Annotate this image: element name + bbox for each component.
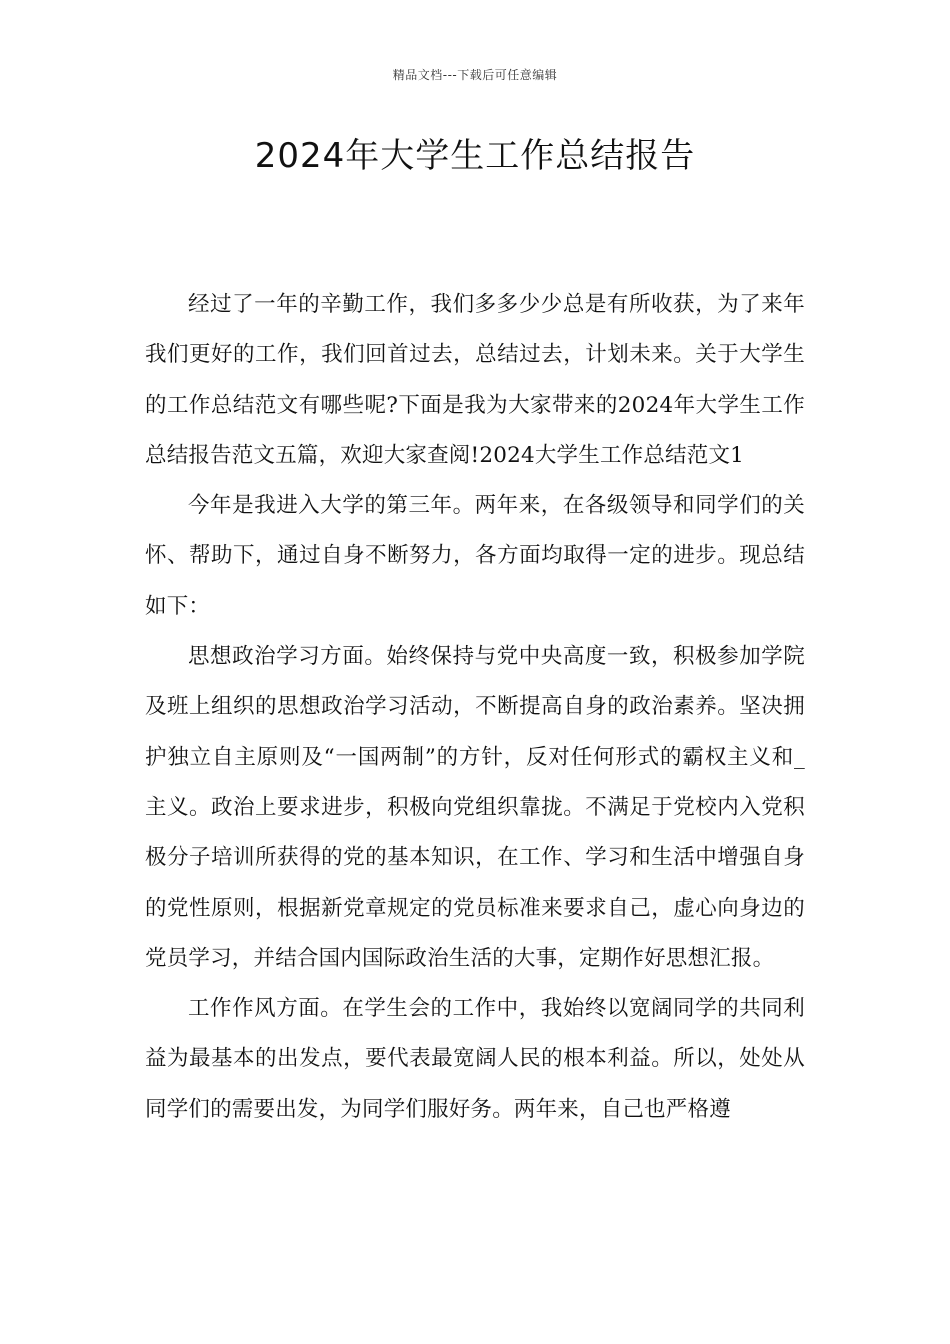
- paragraph-political-study: 思想政治学习方面。始终保持与党中央高度一致，积极参加学院及班上组织的思想政治学习活动，不断提高自身的政治素养。坚决拥护独立自主原则及“一国两制”的方针，反对任何形式的霸权主义和_主义。政治上要求进步，积极向党组织靠拢。不满足于党校内入党积极分子培训所获得的党的基本知识，在工作、学习和生活中增强自身的党性原则，根据新党章规定的党员标准来要求自己，虚心向身边的党员学习，并结合国内国际政治生活的大事，定期作好思想汇报。: [145, 644, 805, 971]
- header-note: 精品文档---下载后可任意编辑: [392, 68, 558, 82]
- document-title: 2024年大学生工作总结报告: [254, 136, 696, 176]
- paragraph-work-style: 工作作风方面。在学生会的工作中，我始终以宽阔同学的共同利益为最基本的出发点，要代表最宽阔人民的根本利益。所以，处处从同学们的需要出发，为同学们服好务。两年来，自己也严格遵: [145, 996, 805, 1122]
- paragraph-overview: 今年是我进入大学的第三年。两年来，在各级领导和同学们的关怀、帮助下，通过自身不断努力，各方面均取得一定的进步。现总结如下：: [145, 493, 805, 619]
- paragraph-intro: 经过了一年的辛勤工作，我们多多少少总是有所收获，为了来年我们更好的工作，我们回首过去，总结过去，计划未来。关于大学生的工作总结范文有哪些呢?下面是我为大家带来的2024年大学生工作总结报告范文五篇，欢迎大家查阅!2024大学生工作总结范文1: [145, 292, 805, 468]
- document-body: [145, 280, 805, 1135]
